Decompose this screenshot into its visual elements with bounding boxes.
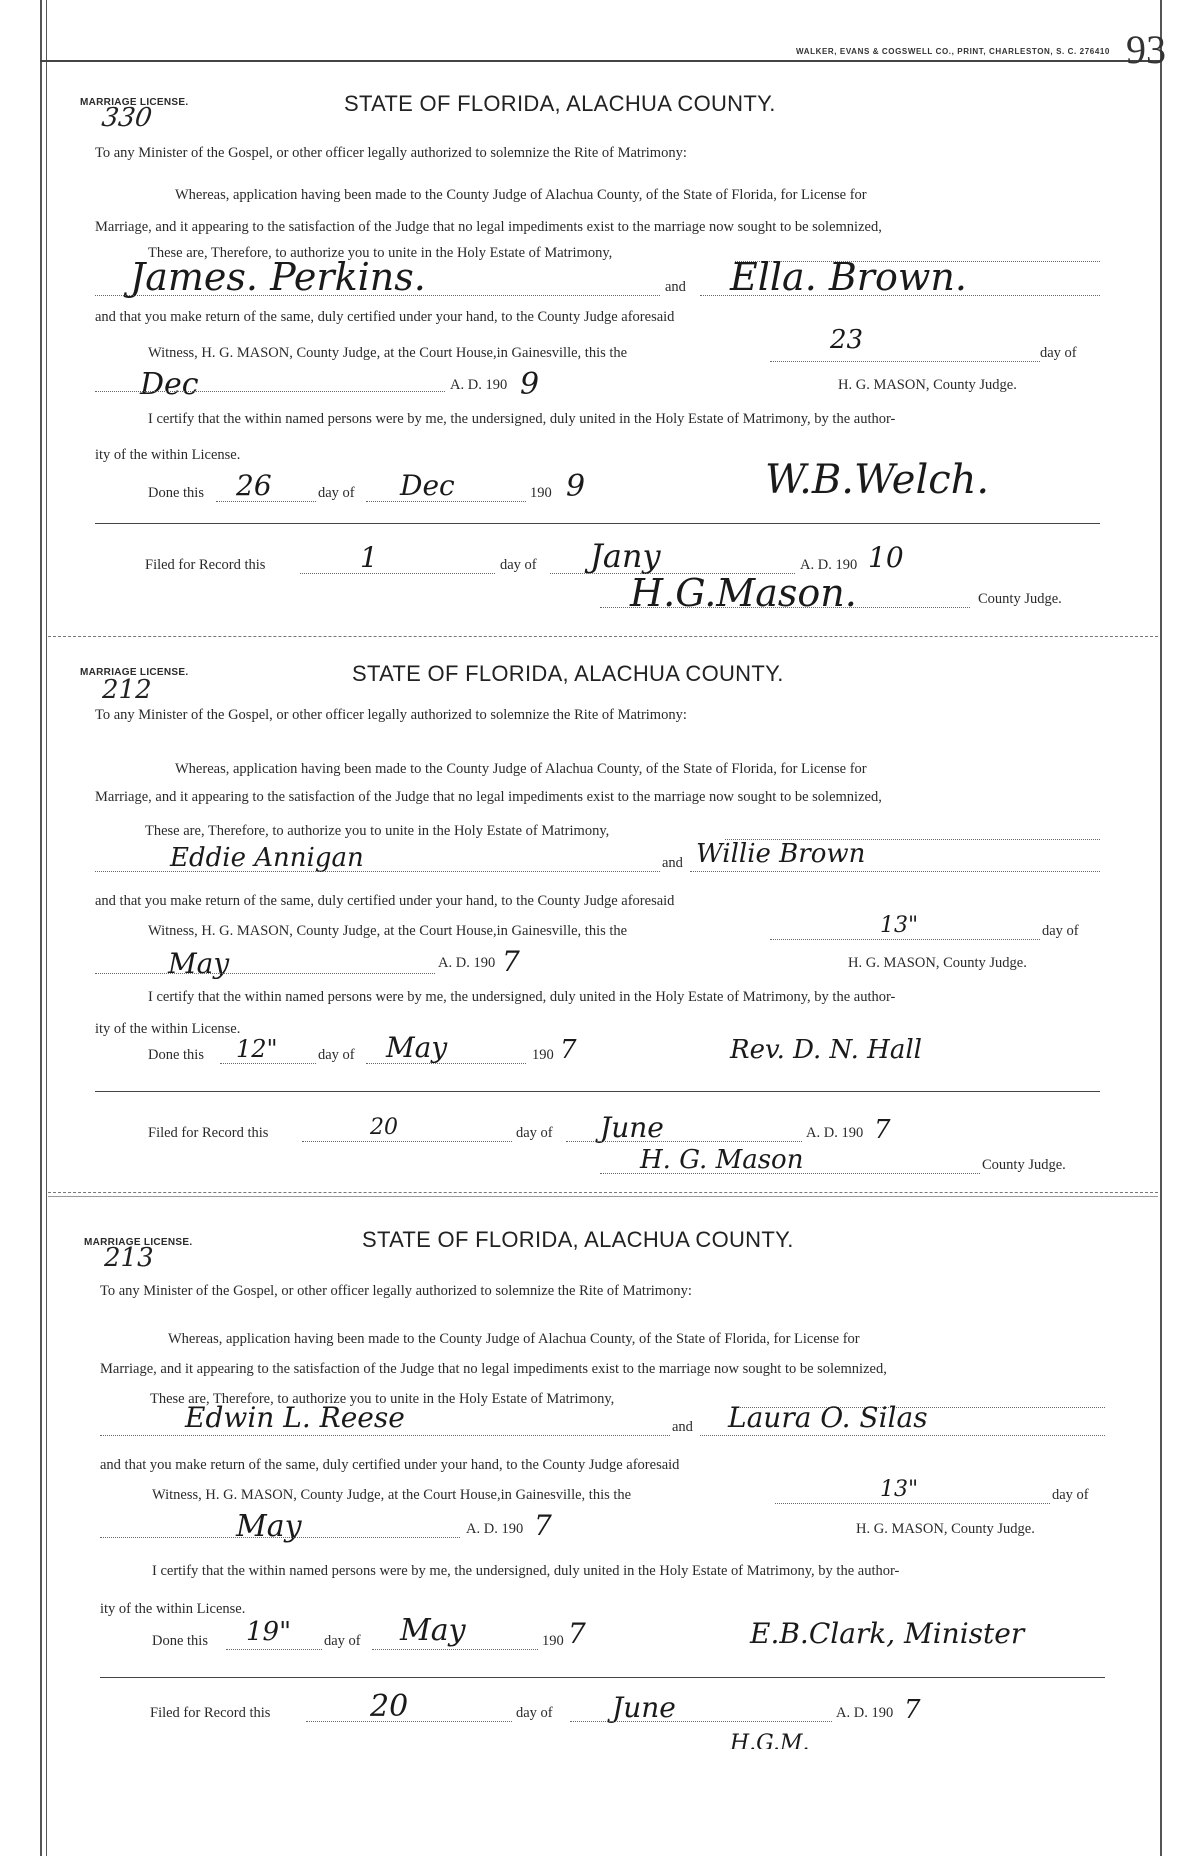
judge-signature-label: H. G. MASON, County Judge.	[856, 1521, 1035, 1537]
done-day: 26	[236, 469, 272, 502]
certify-line-2: ity of the within License.	[95, 1021, 241, 1037]
bride-fill-line	[690, 871, 1100, 872]
day-of-label: day of	[1052, 1487, 1089, 1503]
judge-signature-label: H. G. MASON, County Judge.	[848, 955, 1027, 971]
witness-line: Witness, H. G. MASON, County Judge, at the Court House,in Gainesville, this the	[148, 345, 628, 361]
license-number: 213	[104, 1243, 154, 1273]
filed-day: 1	[360, 541, 378, 574]
filed-month: June	[612, 1691, 676, 1724]
filed-label: Filed for Record this	[145, 557, 266, 573]
done-month: May	[400, 1613, 466, 1648]
done-this-label: Done this	[148, 1047, 204, 1063]
done-day-of-label: day of	[318, 485, 355, 501]
witness-month-fill	[100, 1537, 460, 1538]
state-heading: STATE OF FLORIDA, ALACHUA COUNTY.	[344, 91, 776, 116]
filed-judge-fill	[600, 607, 970, 608]
filed-day: 20	[370, 1115, 398, 1140]
filed-year: 7	[904, 1695, 921, 1725]
whereas-line-1: Whereas, application having been made to the County Judge of Alachua County, of the State of Florida, for License for	[168, 1331, 860, 1347]
filed-ad-label: A. D. 190	[806, 1125, 864, 1141]
done-month-fill	[366, 1063, 526, 1064]
filed-month: Jany	[590, 537, 661, 575]
and-label: and	[665, 279, 686, 295]
witness-line: Witness, H. G. MASON, County Judge, at the Court House,in Gainesville, this the	[148, 923, 628, 939]
groom-name: James. Perkins.	[130, 255, 426, 299]
filed-label: Filed for Record this	[148, 1125, 269, 1141]
witness-month-fill	[95, 973, 435, 974]
and-label: and	[672, 1419, 693, 1435]
state-heading: STATE OF FLORIDA, ALACHUA COUNTY.	[352, 661, 784, 686]
groom-fill-line	[100, 1435, 670, 1436]
certify-line-1: I certify that the within named persons were by me, the undersigned, duly united in the Holy Estate of Matrimony, by the author-	[148, 411, 896, 427]
state-heading: STATE OF FLORIDA, ALACHUA COUNTY.	[362, 1227, 794, 1252]
record-separator	[95, 1091, 1100, 1092]
officiant-signature: Rev. D. N. Hall	[730, 1035, 922, 1065]
day-of-label: day of	[1040, 345, 1077, 361]
done-month: Dec	[400, 469, 455, 502]
filed-month: June	[600, 1111, 664, 1144]
certify-line-1: I certify that the within named persons were by me, the undersigned, duly united in the Holy Estate of Matrimony, by the author-	[152, 1563, 900, 1579]
record-divider-double	[48, 1196, 1158, 1197]
certify-line-1: I certify that the within named persons were by me, the undersigned, duly united in the Holy Estate of Matrimony, by the author-	[148, 989, 896, 1005]
authorize-line: These are, Therefore, to authorize you to unite in the Holy Estate of Matrimony,	[148, 245, 613, 261]
groom-name: Edwin L. Reese	[185, 1401, 405, 1434]
witness-line: Witness, H. G. MASON, County Judge, at the Court House,in Gainesville, this the	[152, 1487, 632, 1503]
filed-day: 20	[370, 1689, 409, 1724]
witness-year: 7	[502, 945, 520, 978]
done-month: May	[386, 1031, 448, 1064]
filed-judge-signature: H. G. Mason	[640, 1145, 804, 1175]
record-separator	[100, 1677, 1105, 1678]
witness-month: May	[168, 947, 230, 980]
done-day-fill	[216, 501, 316, 502]
witness-day: 13"	[880, 1477, 919, 1502]
done-day-fill	[220, 1063, 316, 1064]
done-year-label: 190	[532, 1047, 554, 1063]
witness-month: May	[236, 1509, 302, 1544]
filed-judge-fill	[600, 1173, 980, 1174]
done-year-label: 190	[542, 1633, 564, 1649]
done-year: 9	[566, 469, 586, 504]
witness-day-fill	[770, 361, 1040, 362]
filed-ad-label: A. D. 190	[836, 1705, 894, 1721]
license-label: MARRIAGE LICENSE.	[84, 1237, 193, 1248]
witness-month-fill	[95, 391, 445, 392]
whereas-line-1: Whereas, application having been made to the County Judge of Alachua County, of the State of Florida, for License for	[175, 187, 867, 203]
return-line: and that you make return of the same, duly certified under your hand, to the County Judge aforesaid	[100, 1457, 680, 1473]
right-margin-rule	[1160, 0, 1162, 1856]
record-separator	[95, 523, 1100, 524]
left-margin-rule	[40, 0, 42, 1856]
whereas-line-2: Marriage, and it appearing to the satisfaction of the Judge that no legal impediments exist to the marriage now sought to be solemnized,	[95, 219, 882, 235]
done-day-of-label: day of	[318, 1047, 355, 1063]
done-year-label: 190	[530, 485, 552, 501]
certify-line-2: ity of the within License.	[100, 1601, 246, 1617]
address-line: To any Minister of the Gospel, or other officer legally authorized to solemnize the Rite of Matrimony:	[95, 707, 687, 723]
done-day: 19"	[246, 1617, 292, 1647]
filed-day-fill	[306, 1721, 512, 1722]
witness-day-fill	[775, 1503, 1050, 1504]
witness-day: 13"	[880, 913, 919, 938]
bride-fill-line	[700, 1435, 1105, 1436]
filed-day-of-label: day of	[516, 1705, 553, 1721]
left-margin-rule-inner	[46, 0, 47, 1856]
filed-judge-signature: H.G.M.	[730, 1731, 810, 1749]
bride-fill-line	[700, 295, 1100, 296]
address-line: To any Minister of the Gospel, or other officer legally authorized to solemnize the Rite of Matrimony:	[95, 145, 687, 161]
groom-name: Eddie Annigan	[170, 843, 364, 873]
filed-month-fill	[570, 1721, 832, 1722]
and-label: and	[662, 855, 683, 871]
record-divider	[48, 1192, 1158, 1193]
officiant-signature: E.B.Clark, Minister	[750, 1617, 1025, 1650]
filed-year: 10	[868, 541, 904, 574]
license-label: MARRIAGE LICENSE.	[80, 97, 189, 108]
top-rule	[40, 60, 1162, 62]
return-line: and that you make return of the same, duly certified under your hand, to the County Judge aforesaid	[95, 309, 675, 325]
done-month-fill	[366, 501, 526, 502]
ad-label: A. D. 190	[438, 955, 496, 971]
filed-day-of-label: day of	[500, 557, 537, 573]
done-this-label: Done this	[152, 1633, 208, 1649]
filed-day-of-label: day of	[516, 1125, 553, 1141]
page-number: 93	[1126, 27, 1166, 72]
printer-imprint: WALKER, EVANS & COGSWELL CO., PRINT, CHARLESTON, S. C. 276410	[796, 47, 1110, 56]
done-this-label: Done this	[148, 485, 204, 501]
county-judge-label: County Judge.	[978, 591, 1062, 607]
groom-fill-line	[95, 295, 660, 296]
filed-judge-signature: H.G.Mason.	[630, 571, 857, 615]
done-year: 7	[568, 1617, 586, 1650]
whereas-line-2: Marriage, and it appearing to the satisfaction of the Judge that no legal impediments exist to the marriage now sought to be solemnized,	[95, 789, 882, 805]
ad-label: A. D. 190	[450, 377, 508, 393]
witness-year: 7	[534, 1509, 552, 1542]
judge-signature-label: H. G. MASON, County Judge.	[838, 377, 1017, 393]
record-divider	[48, 636, 1158, 637]
authorize-line: These are, Therefore, to authorize you to unite in the Holy Estate of Matrimony,	[150, 1391, 615, 1407]
done-day: 12"	[236, 1035, 278, 1063]
return-line: and that you make return of the same, duly certified under your hand, to the County Judge aforesaid	[95, 893, 675, 909]
done-day-of-label: day of	[324, 1633, 361, 1649]
bride-name: Laura O. Silas	[728, 1401, 928, 1434]
filed-day-fill	[302, 1141, 512, 1142]
license-number: 330	[99, 103, 154, 133]
license-label: MARRIAGE LICENSE.	[80, 667, 189, 678]
day-of-label: day of	[1042, 923, 1079, 939]
done-day-fill	[226, 1649, 322, 1650]
filed-ad-label: A. D. 190	[800, 557, 858, 573]
witness-day: 23	[830, 325, 864, 355]
bride-name: Willie Brown	[696, 839, 866, 869]
whereas-line-1: Whereas, application having been made to the County Judge of Alachua County, of the State of Florida, for License for	[175, 761, 867, 777]
whereas-line-2: Marriage, and it appearing to the satisfaction of the Judge that no legal impediments exist to the marriage now sought to be solemnized,	[100, 1361, 887, 1377]
officiant-signature: W.B.Welch.	[765, 457, 990, 503]
county-judge-label: County Judge.	[982, 1157, 1066, 1173]
address-line: To any Minister of the Gospel, or other officer legally authorized to solemnize the Rite of Matrimony:	[100, 1283, 692, 1299]
filed-day-fill	[300, 573, 495, 574]
filed-year: 7	[874, 1115, 891, 1145]
filed-month-fill	[566, 1141, 802, 1142]
filed-label: Filed for Record this	[150, 1705, 271, 1721]
done-month-fill	[372, 1649, 538, 1650]
groom-fill-line	[95, 871, 660, 872]
done-year: 7	[560, 1035, 577, 1065]
certify-line-2: ity of the within License.	[95, 447, 241, 463]
ad-label: A. D. 190	[466, 1521, 524, 1537]
bride-name: Ella. Brown.	[730, 255, 967, 299]
witness-year: 9	[520, 367, 540, 402]
witness-month: Dec	[140, 367, 199, 402]
witness-day-fill	[770, 939, 1040, 940]
license-number: 212	[102, 675, 152, 705]
authorize-line: These are, Therefore, to authorize you to unite in the Holy Estate of Matrimony,	[145, 823, 610, 839]
